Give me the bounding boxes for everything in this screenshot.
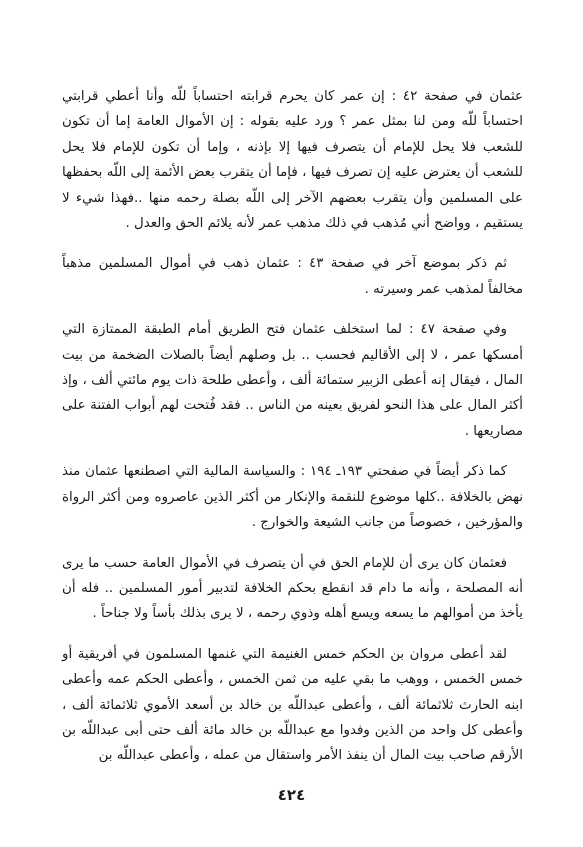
paragraph: عثمان في صفحة ٤٢ : إن عمر كان يحرم قرابته احتساباً للّه وأنا أعطي قرابتي احتساباً للّه ومن لنا بمثل عمر ؟ ورد عليه بقوله : إن الأموال العامة إما أن تكون للشعب فلا يحل للإمام أن يتصرف فيها إلا بإذنه ، وإما أن تكون للإمام فلا يحل للشعب أن يعترض عليه إن تصرف فيها ، فإما أن يتقرب بعض الأئمة إلى اللّه بحفظها على المسلمين وأن يتقرب بعضهم الآخر إلى اللّه بصلة رحمه منها ..فهذا شيء لا يستقيم ، وواضح أني مُذهب في ذلك مذهب عمر لأنه يلائم الحق والعدل . — [62, 89, 524, 232]
paragraph: لقد أعطى مروان بن الحكم خمس الغنيمة التي غنمها المسلمون في أفريقية أو خمس الخمس ، ووهب ما بقي عليه من ثمن الخمس ، وأعطى الحكم عمه وأعطى ابنه الحارث ثلاثمائة ألف ، وأعطى عبداللّه بن خالد بن أسعد الأموي ثلاثمائة ألف ، وأعطى كل واحد من الذين وفدوا مع عبداللّه بن خالد مائة ألف حتى أبى عبداللّه بن الأرقم صاحب بيت المال أن ينفذ الأمر واستقال من عمله ، وأعطى عبداللّه بن — [62, 646, 523, 764]
page-number: ٤٢٤ — [277, 786, 306, 804]
paragraph: وفي صفحة ٤٧ : لما استخلف عثمان فتح الطريق أمام الطبقة الممتازة التي أمسكها عمر ، لا إلى الأقاليم فحسب .. بل وصلهم أيضاً بالصلات الضخمة من بيت المال ، فيقال إنه أعطى الزبير ستمائة ألف ، وأعطى طلحة ذات يوم مائتي ألف ، وإذ أكثر المال على هذا النحو لفريق بعينه من الناس .. فقد فُتحت لهم أبواب الفتنة على مصاريعها . — [62, 322, 523, 439]
paragraph: ثم ذكر بموضع آخر في صفحة ٤٣ : عثمان ذهب في أموال المسلمين مذهباً مخالفاً لمذهب عمر وسيرته . — [62, 256, 523, 297]
paragraph-gap — [62, 444, 523, 459]
paragraph-gap — [62, 302, 523, 317]
body-text — [62, 84, 523, 769]
paragraph-gap — [62, 536, 523, 551]
paragraph-gap — [62, 627, 523, 642]
paragraph-gap — [62, 236, 523, 251]
paragraph: كما ذكر أيضاً في صفحتي ١٩٣ـ ١٩٤ : والسياسة المالية التي اصطنعها عثمان منذ نهض بالخلافة ..كلها موضوع للنقمة والإنكار من أكثر الذين عاصروه ومن أكثر الرواة والمؤرخين ، خصوصاً من جانب الشيعة والخوارج . — [62, 464, 523, 531]
paragraph: فعثمان كان يرى أن للإمام الحق في أن يتصرف في الأموال العامة حسب ما يرى أنه المصلحة ، وأنه ما دام قد انقطع بحكم الخلافة لتدبير أمور المسلمين .. فله أن يأخذ من أموالهم ما يسعه ويسع أهله وذوي رحمه ، لا يرى بذلك بأساً ولا جناحاً . — [62, 555, 523, 622]
